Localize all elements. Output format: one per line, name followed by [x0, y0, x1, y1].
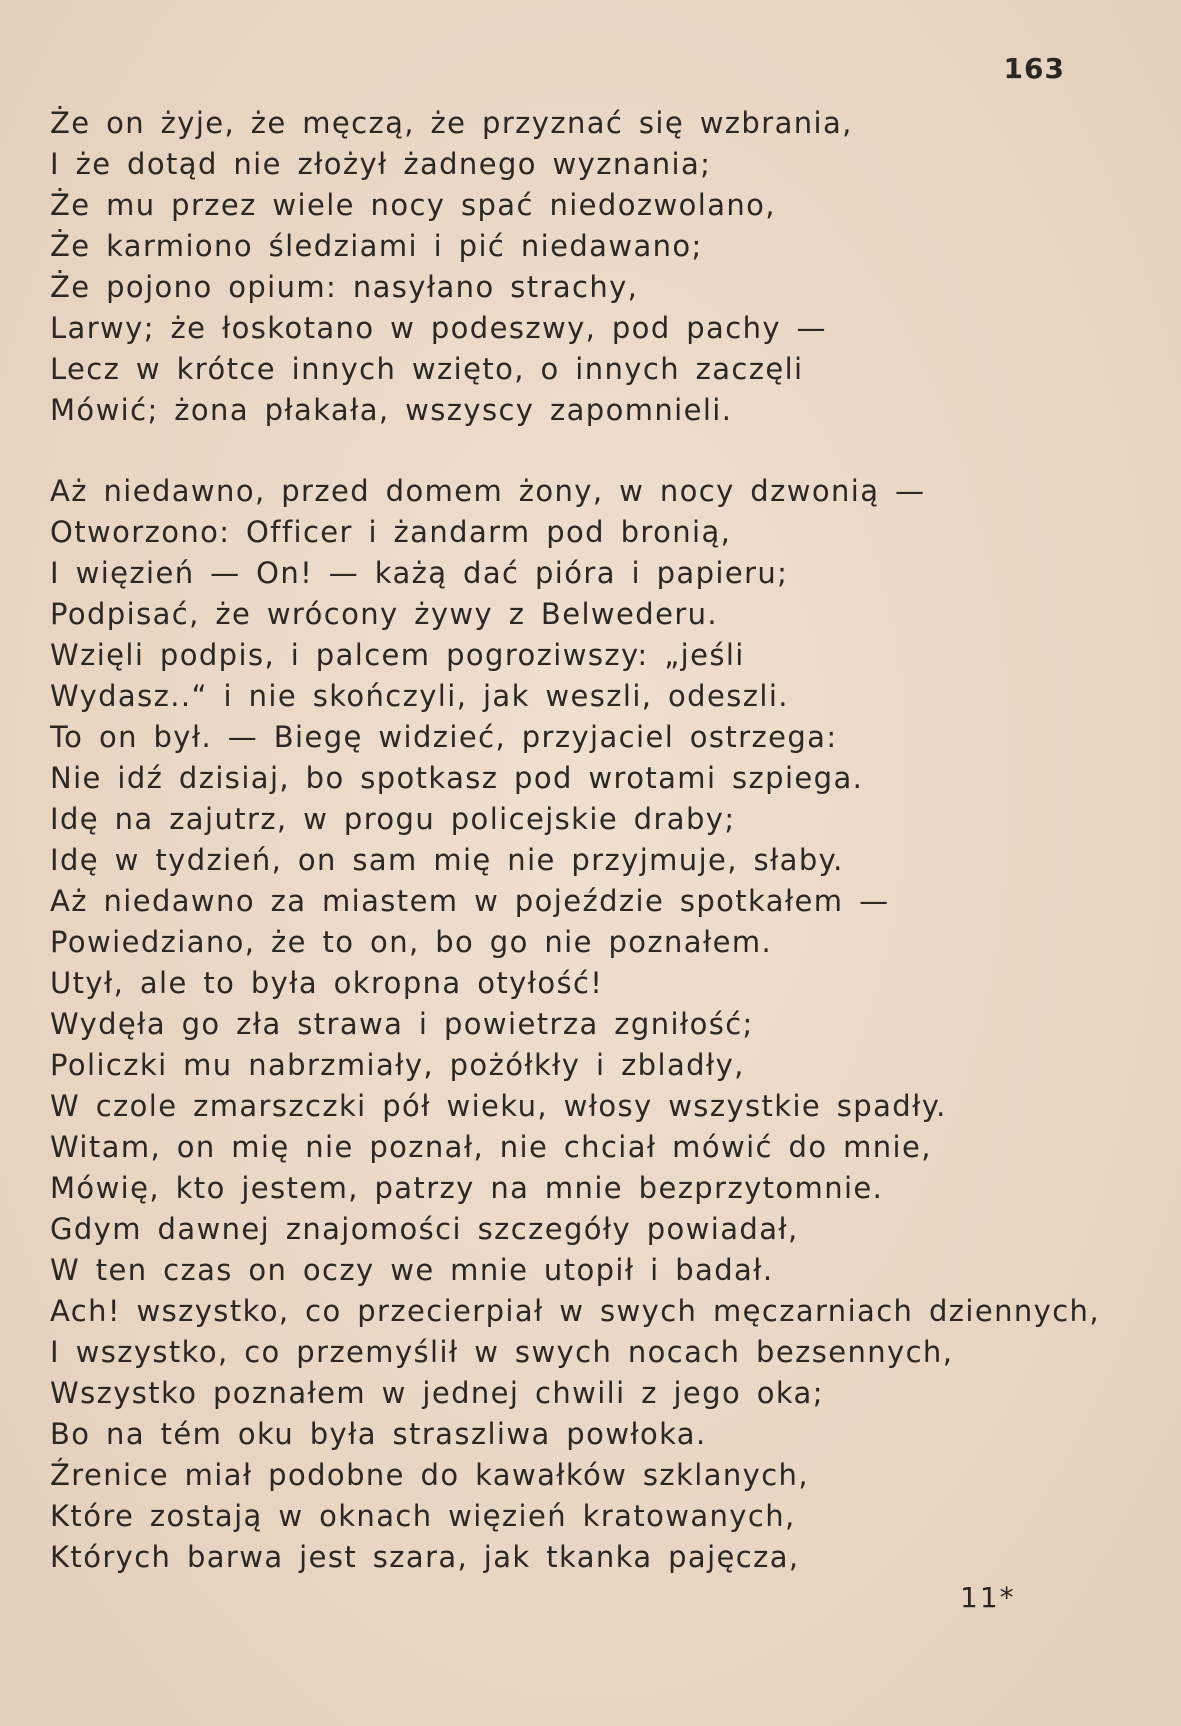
verse-line: I więzień — On! — każą dać pióra i papieru;	[50, 556, 789, 590]
verse-line: Lecz w krótce innych wzięto, o innych zaczęli	[50, 352, 804, 386]
verse-line: W ten czas on oczy we mnie utopił i badał.	[50, 1253, 774, 1287]
verse-line: Gdym dawnej znajomości szczegóły powiadał,	[50, 1212, 799, 1246]
verse-line: Otworzono: Officer i żandarm pod bronią,	[50, 515, 732, 549]
verse-line: Witam, on mię nie poznał, nie chciał mówić do mnie,	[50, 1130, 932, 1164]
verse-line: Źrenice miał podobne do kawałków szklanych,	[50, 1458, 809, 1492]
verse-line: Nie idź dzisiaj, bo spotkasz pod wrotami szpiega.	[50, 761, 864, 795]
verse-line: Aż niedawno za miastem w pojeździe spotkałem —	[50, 884, 890, 918]
verse-line: Których barwa jest szara, jak tkanka pajęcza,	[50, 1540, 800, 1574]
verse-line: Że karmiono śledziami i pić niedawano;	[50, 229, 703, 263]
page-number: 163	[1003, 52, 1065, 85]
verse-line: To on był. — Biegę widzieć, przyjaciel ostrzega:	[50, 720, 838, 754]
verse-line: Mówić; żona płakała, wszyscy zapomnieli.	[50, 393, 733, 427]
verse-line: Larwy; że łoskotano w podeszwy, pod pachy —	[50, 311, 827, 345]
verse-line: Wzięli podpis, i palcem pogroziwszy: „jeśli	[50, 638, 745, 672]
verse-line: Że pojono opium: nasyłano strachy,	[50, 270, 639, 304]
verse-line: Że on żyje, że męczą, że przyznać się wzbrania,	[50, 106, 853, 140]
verse-line: I że dotąd nie złożył żadnego wyznania;	[50, 147, 712, 181]
stanza-1	[50, 103, 1150, 431]
verse-line: Policzki mu nabrzmiały, pożółkły i zbladły,	[50, 1048, 745, 1082]
verse-line: Że mu przez wiele nocy spać niedozwolano,	[50, 188, 776, 222]
verse-line: Utył, ale to była okropna otyłość!	[50, 966, 604, 1000]
verse-line: Podpisać, że wrócony żywy z Belwederu.	[50, 597, 719, 631]
stanza-2	[50, 471, 1150, 1578]
verse-line: Wydęła go zła strawa i powietrza zgniłość;	[50, 1007, 754, 1041]
verse-line: Wydasz..“ i nie skończyli, jak weszli, odeszli.	[50, 679, 789, 713]
verse-line: W czole zmarszczki pół wieku, włosy wszystkie spadły.	[50, 1089, 947, 1123]
verse-line: Powiedziano, że to on, bo go nie poznałem.	[50, 925, 773, 959]
verse-line: Mówię, kto jestem, patrzy na mnie bezprzytomnie.	[50, 1171, 884, 1205]
printer-signature-mark: 11*	[960, 1581, 1016, 1614]
verse-line: Idę w tydzień, on sam mię nie przyjmuje, słaby.	[50, 843, 844, 877]
verse-line: Ach! wszystko, co przecierpiał w swych męczarniach dziennych,	[50, 1294, 1100, 1328]
verse-line: Bo na tém oku była straszliwa powłoka.	[50, 1417, 707, 1451]
verse-line: Wszystko poznałem w jednej chwili z jego oka;	[50, 1376, 824, 1410]
verse-line: Które zostają w oknach więzień kratowanych,	[50, 1499, 796, 1533]
verse-line: Idę na zajutrz, w progu policejskie draby;	[50, 802, 736, 836]
verse-line: Aż niedawno, przed domem żony, w nocy dzwonią —	[50, 474, 926, 508]
verse-line: I wszystko, co przemyślił w swych nocach bezsennych,	[50, 1335, 954, 1369]
